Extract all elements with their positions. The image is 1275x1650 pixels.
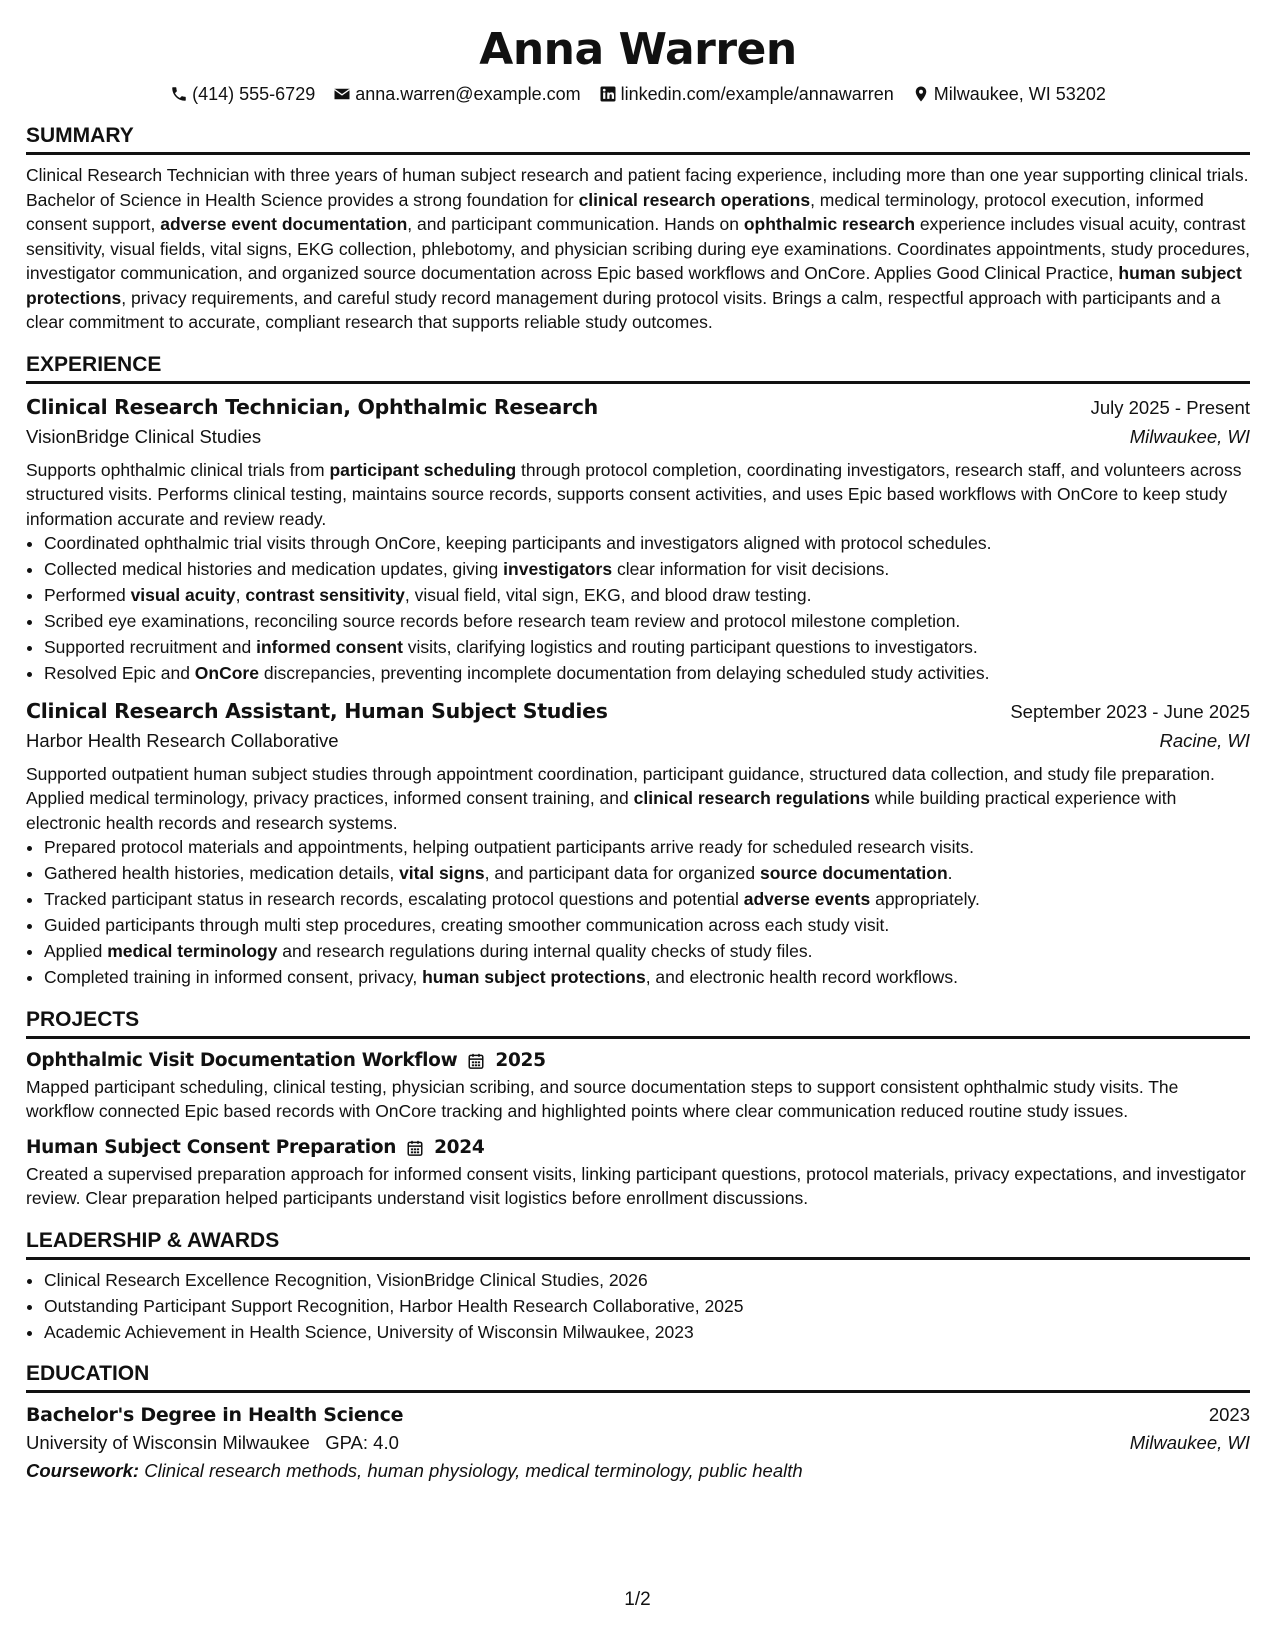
section-title-awards: LEADERSHIP & AWARDS: [26, 1227, 1250, 1260]
bold-keyword: visual acuity: [130, 585, 236, 605]
project-year: 2025: [495, 1049, 546, 1071]
bold-keyword: contrast sensitivity: [245, 585, 405, 605]
bold-keyword: OnCore: [194, 663, 259, 683]
job-dates: September 2023 - June 2025: [1010, 700, 1250, 722]
list-item: • Gathered health histories, medication details, vital signs, and participant data for organized source documentation.: [44, 861, 1250, 886]
bold-keyword: vital signs: [399, 863, 485, 883]
location-text: Milwaukee, WI 53202: [933, 84, 1106, 104]
gpa: GPA: 4.0: [325, 1432, 399, 1453]
job-bullets: [26, 835, 1250, 990]
list-item: • Guided participants through multi step procedures, creating smoother communication across each study visit.: [44, 913, 1250, 938]
bold-keyword: investigators: [503, 559, 613, 579]
bold-keyword: adverse events: [743, 889, 871, 909]
list-item: • Supported recruitment and informed consent visits, clarifying logistics and routing participant questions to investigators.: [44, 635, 1250, 660]
bold-keyword: clinical research regulations: [633, 788, 870, 808]
bold-keyword: human subject protections: [26, 263, 1242, 308]
calendar-icon: [467, 1052, 485, 1070]
contact-email[interactable]: [333, 82, 580, 106]
bold-keyword: clinical research operations: [578, 189, 811, 210]
project-year: 2024: [434, 1136, 485, 1158]
school-location: Milwaukee, WI: [1129, 1432, 1250, 1453]
job-location: Racine, WI: [1159, 729, 1250, 751]
list-item: • Clinical Research Excellence Recognition, VisionBridge Clinical Studies, 2026: [44, 1268, 1250, 1293]
contact-phone[interactable]: [170, 82, 315, 106]
job-company: Harbor Health Research Collaborative: [26, 729, 339, 751]
bold-keyword: source documentation: [759, 863, 948, 883]
candidate-name: Anna Warren: [479, 24, 797, 75]
list-item: • Resolved Epic and OnCore discrepancies, preventing incomplete documentation from delaying scheduled study activities.: [44, 661, 1250, 686]
project-entry: [26, 1047, 1250, 1124]
coursework: [26, 1457, 1250, 1485]
job-location: Milwaukee, WI: [1129, 425, 1250, 447]
list-item: • Scribed eye examinations, reconciling source records before research team review and protocol milestone completion.: [44, 609, 1250, 634]
calendar-icon: [406, 1139, 424, 1157]
job-title: Clinical Research Assistant, Human Subject Studies: [26, 698, 608, 723]
job-description: Supports ophthalmic clinical trials from participant scheduling through protocol completion, coordinating investigators, research staff, and volunteers across structured visits. Performs clinical testing, maintains source records, supports consent activities, and uses Epic based workflows with OnCore to keep study information accurate and review ready.: [26, 459, 1242, 529]
education-section: [26, 1360, 1250, 1485]
degree-title: Bachelor's Degree in Health Science: [26, 1404, 404, 1426]
contact-linkedin[interactable]: [599, 82, 894, 106]
linkedin-icon: [599, 85, 617, 103]
resume-page: [26, 18, 1250, 1485]
bold-keyword: human subject protections: [422, 967, 646, 987]
awards-section: [26, 1227, 1250, 1345]
section-title-projects: PROJECTS: [26, 1006, 1250, 1039]
job-company: VisionBridge Clinical Studies: [26, 425, 262, 447]
page-number: 1/2: [624, 1589, 651, 1610]
linkedin-text: linkedin.com/example/annawarren: [620, 84, 894, 104]
experience-section: [26, 351, 1250, 990]
summary-section: [26, 122, 1250, 335]
project-title: Human Subject Consent Preparation: [26, 1136, 397, 1158]
project-description: Mapped participant scheduling, clinical testing, physician scribing, and source documentation steps to support consistent ophthalmic study visits. The workflow connected Epic based records with OnCore tracking and highlighted points where clear communication reduced routine study issues.: [26, 1076, 1179, 1121]
coursework-label: Coursework:: [26, 1460, 140, 1481]
bold-keyword: participant scheduling: [329, 459, 517, 480]
school-name: University of Wisconsin Milwaukee: [26, 1432, 310, 1453]
project-entry: [26, 1134, 1250, 1211]
bold-keyword: ophthalmic research: [743, 214, 916, 234]
section-title-summary: SUMMARY: [26, 122, 1250, 155]
list-item: • Collected medical histories and medication updates, giving investigators clear information for visit decisions.: [44, 557, 1250, 582]
map-pin-icon: [912, 85, 930, 103]
section-title-education: EDUCATION: [26, 1360, 1250, 1393]
projects-section: [26, 1006, 1250, 1211]
job-entry: [26, 392, 1250, 686]
project-description: Created a supervised preparation approach for informed consent visits, linking participant questions, protocol materials, privacy expectations, and investigator review. Clear preparation helped participants understand visit logistics before enrollment discussions.: [26, 1163, 1246, 1208]
job-description: Supported outpatient human subject studies through appointment coordination, participant guidance, structured data collection, and study file preparation. Applied medical terminology, privacy practices, informed consent training, and clinical research regulations while building practical experience with electronic health records and research systems.: [26, 763, 1215, 833]
summary-text: Clinical Research Technician with three years of human subject research and patient facing experience, including more than one year supporting clinical trials. Bachelor of Science in Health Science provides a strong foundation for clinical research operations, medical terminology, protocol execution, informed consent support, adverse event documentation, and participant communication. Hands on ophthalmic research experience includes visual acuity, contrast sensitivity, visual fields, vital signs, EKG collection, phlebotomy, and physician scribing during eye examinations. Coordinates appointments, study procedures, investigator communication, and organized source documentation across Epic based workflows and OnCore. Applies Good Clinical Practice, human subject protections, privacy requirements, and careful study record management during protocol visits. Brings a calm, respectful approach with participants and a clear commitment to accurate, compliant research that supports reliable study outcomes.: [26, 165, 1251, 332]
coursework-list: Clinical research methods, human physiology, medical terminology, public health: [144, 1460, 803, 1481]
list-item: • Performed visual acuity, contrast sensitivity, visual field, vital sign, EKG, and blood draw testing.: [44, 583, 1250, 608]
list-item: • Academic Achievement in Health Science, University of Wisconsin Milwaukee, 2023: [44, 1320, 1250, 1345]
job-bullets: [26, 531, 1250, 686]
project-title: Ophthalmic Visit Documentation Workflow: [26, 1049, 458, 1071]
email-text: anna.warren@example.com: [355, 84, 581, 104]
contact-bar: [26, 82, 1250, 106]
list-item: • Outstanding Participant Support Recognition, Harbor Health Research Collaborative, 2025: [44, 1294, 1250, 1319]
contact-location: [912, 82, 1106, 106]
bold-keyword: medical terminology: [107, 941, 278, 961]
list-item: • Completed training in informed consent, privacy, human subject protections, and electronic health record workflows.: [44, 965, 1250, 990]
list-item: • Prepared protocol materials and appointments, helping outpatient participants arrive ready for scheduled research visits.: [44, 835, 1250, 860]
degree-year: 2023: [1208, 1404, 1250, 1425]
list-item: • Applied medical terminology and research regulations during internal quality checks of study files.: [44, 939, 1250, 964]
awards-list: [26, 1268, 1250, 1345]
phone-icon: [170, 85, 188, 103]
job-entry: [26, 696, 1250, 990]
envelope-icon: [333, 85, 351, 103]
bold-keyword: adverse event documentation: [160, 214, 408, 234]
section-title-experience: EXPERIENCE: [26, 351, 1250, 384]
job-title: Clinical Research Technician, Ophthalmic Research: [26, 394, 598, 419]
list-item: • Tracked participant status in research records, escalating protocol questions and potential adverse events appropriately.: [44, 887, 1250, 912]
phone-text: (414) 555-6729: [192, 84, 316, 104]
bold-keyword: informed consent: [256, 637, 403, 657]
job-dates: July 2025 - Present: [1090, 396, 1250, 418]
list-item: • Coordinated ophthalmic trial visits through OnCore, keeping participants and investigators aligned with protocol schedules.: [44, 531, 1250, 556]
